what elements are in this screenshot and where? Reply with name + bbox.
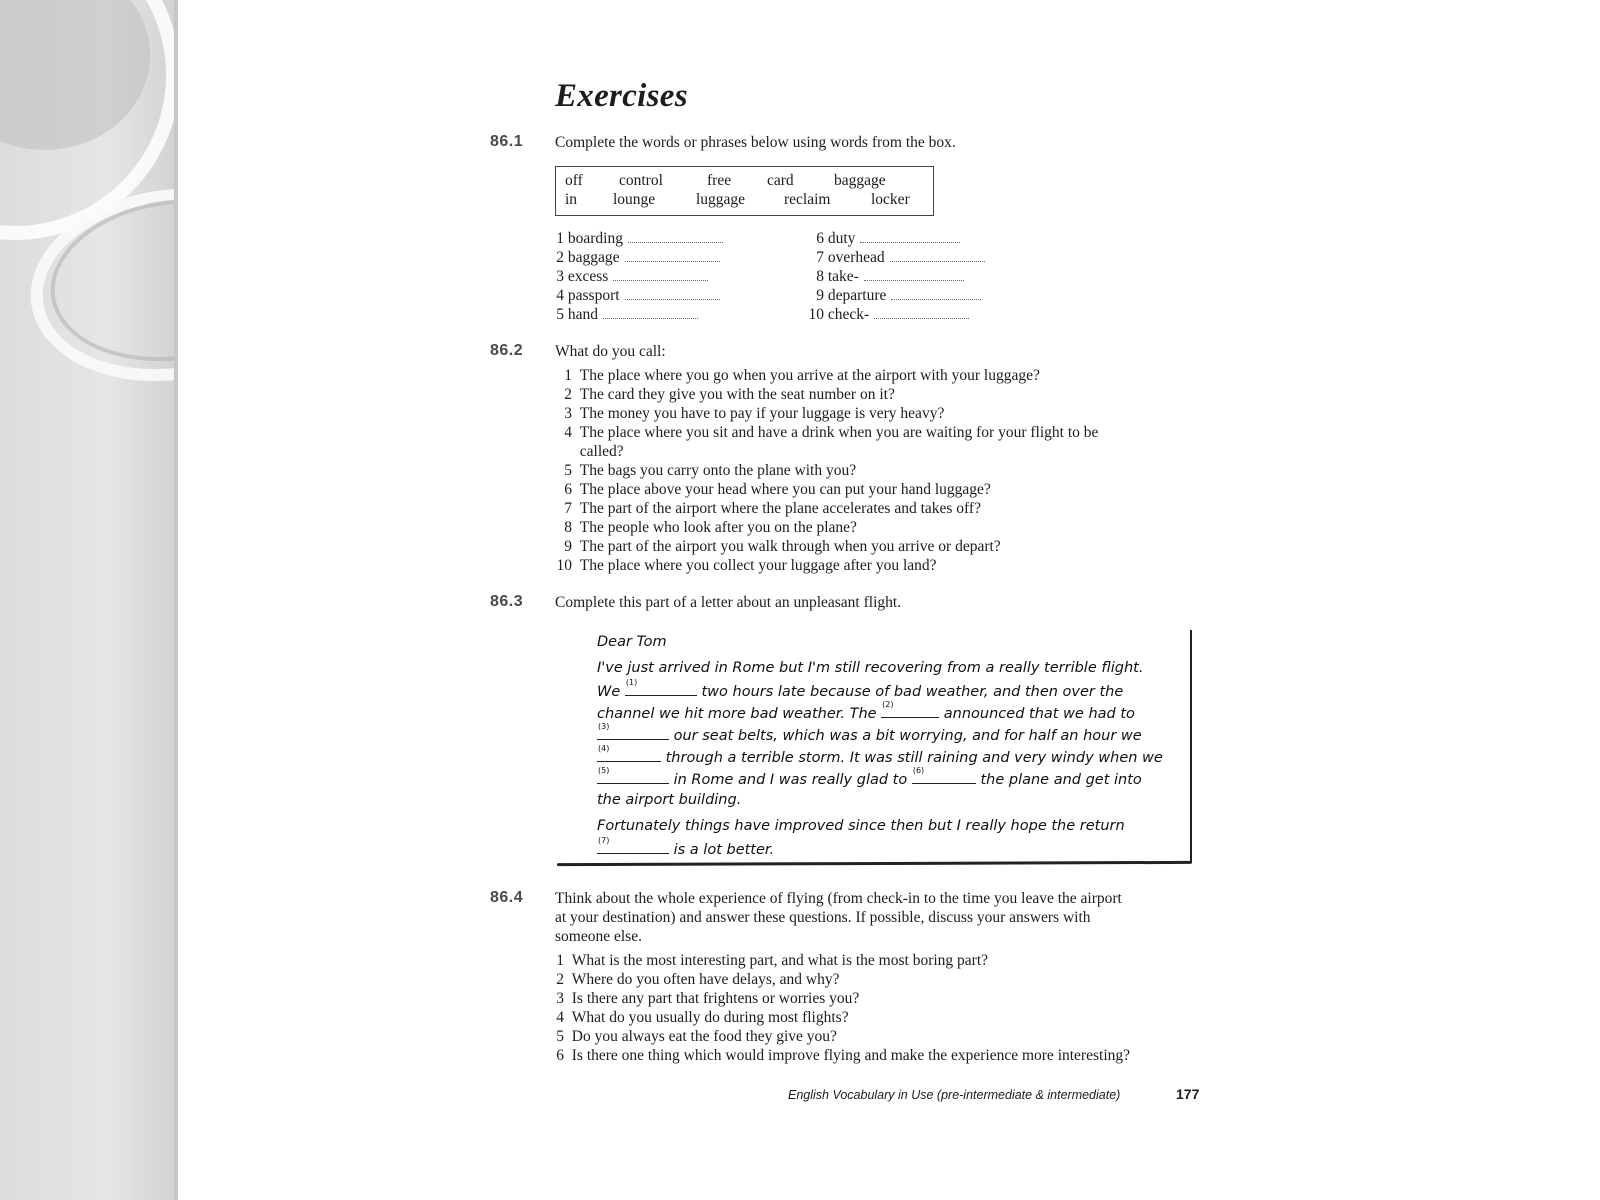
list-item: 6 Is there one thing which would improve flying and make the experience more interesting? [556,1047,1130,1064]
letter-frame [557,861,1192,866]
letter-line: (3) our seat belts, which was a bit worrying, and for half an hour we [598,722,1142,744]
box-word: reclaim [784,191,831,208]
list-item: 2 The card they give you with the seat number on it? [564,386,895,403]
discussion-list [554,951,1130,1065]
list-item: 5 hand [554,305,723,324]
letter-line: (7) is a lot better. [598,836,775,858]
exercise-number: 86.4 [490,889,524,906]
list-item: 8 take- [806,267,985,286]
box-word: free [707,172,732,189]
exercise-number: 86.3 [490,593,524,610]
list-item: 7 The part of the airport where the plane accelerates and takes off? [564,500,981,517]
list-item: 1 The place where you go when you arrive at the airport with your luggage? [564,367,1040,384]
word-box [555,166,934,216]
list-item: 5 Do you always eat the food they give you? [556,1028,837,1045]
letter-line: channel we hit more bad weather. The (2) announced that we had to [597,700,1135,722]
list-item-continued: called? [579,443,624,460]
exercise-instruction: Complete this part of a letter about an unpleasant flight. [555,594,902,611]
box-word: card [767,172,794,189]
exercise-number: 86.1 [490,133,524,150]
list-item: 7 overhead [806,248,985,267]
answer-gap[interactable]: (2) [881,704,939,718]
answer-gap[interactable]: (1) [625,682,697,696]
exercise-instruction: someone else. [555,928,642,945]
list-item: 4 passport [554,286,723,305]
book-source: English Vocabulary in Use (pre-intermediate & intermediate) [788,1088,1121,1102]
handwritten-letter [557,630,1192,865]
answer-gap[interactable]: (3) [597,726,669,740]
answer-blank[interactable] [890,252,985,262]
letter-line: the airport building. [597,792,742,808]
exercise-number: 86.2 [490,342,524,359]
page-title: Exercises [555,78,688,114]
letter-line: We (1) two hours late because of bad weather, and then over the [597,678,1124,700]
question-list [554,366,1098,575]
box-word: lounge [613,191,656,208]
letter-line: I've just arrived in Rome but I'm still recovering from a really terrible flight. [597,660,1144,676]
list-item: 5 The bags you carry onto the plane with you? [564,462,857,479]
answer-gap[interactable]: (7) [597,840,669,854]
answer-blank[interactable] [603,309,698,319]
list-item: 1 boarding [554,229,723,248]
list-item: 1 What is the most interesting part, and what is the most boring part? [556,952,989,969]
box-word: luggage [696,191,746,208]
answer-blank[interactable] [860,233,960,243]
answer-blank[interactable] [628,233,723,243]
completion-list-right [806,229,985,324]
answer-gap[interactable]: (4) [597,748,661,762]
box-word: locker [871,191,910,208]
exercise-instruction: Think about the whole experience of flying (from check-in to the time you leave the airport [555,890,1122,907]
answer-blank[interactable] [864,271,964,281]
answer-blank[interactable] [891,290,981,300]
exercise-instruction: What do you call: [555,343,666,360]
list-item: 9 departure [806,286,985,305]
answer-gap[interactable]: (5) [597,770,669,784]
exercise-instruction: at your destination) and answer these questions. If possible, discuss your answers with [555,909,1091,926]
letter-line: (4) through a terrible storm. It was still raining and very windy when we [598,744,1163,766]
list-item: 9 The part of the airport you walk through when you arrive or depart? [564,538,1001,555]
list-item: 4 The place where you sit and have a drink when you are waiting for your flight to be [564,424,1099,441]
answer-blank[interactable] [613,271,708,281]
list-item: 2 baggage [554,248,723,267]
list-item: 3 Is there any part that frightens or worries you? [556,990,860,1007]
list-item: 6 The place above your head where you can put your hand luggage? [564,481,991,498]
answer-blank[interactable] [625,252,720,262]
page-number: 177 [1176,1086,1200,1102]
list-item: 2 Where do you often have delays, and why? [556,971,840,988]
list-item: 10 The place where you collect your luggage after you land? [556,557,937,574]
list-item: 3 The money you have to pay if your luggage is very heavy? [564,405,945,422]
list-item: 3 excess [554,267,723,286]
answer-blank[interactable] [874,309,969,319]
box-word: control [619,172,663,189]
list-item: 8 The people who look after you on the plane? [564,519,857,536]
box-word: off [565,172,583,189]
exercise-instruction: Complete the words or phrases below using words from the box. [555,134,956,151]
box-word: in [565,191,578,208]
answer-gap[interactable]: (6) [912,770,976,784]
answer-blank[interactable] [625,290,720,300]
box-word: baggage [834,172,886,189]
completion-list-left [554,229,723,324]
letter-greeting: Dear Tom [597,634,667,650]
list-item: 4 What do you usually do during most flights? [556,1009,849,1026]
letter-line: (5) in Rome and I was really glad to (6) the plane and get into [598,766,1142,788]
letter-line: Fortunately things have improved since then but I really hope the return [597,818,1125,834]
letter-frame [1190,630,1192,862]
list-item: 10 check- [806,305,985,324]
list-item: 6 duty [806,229,985,248]
